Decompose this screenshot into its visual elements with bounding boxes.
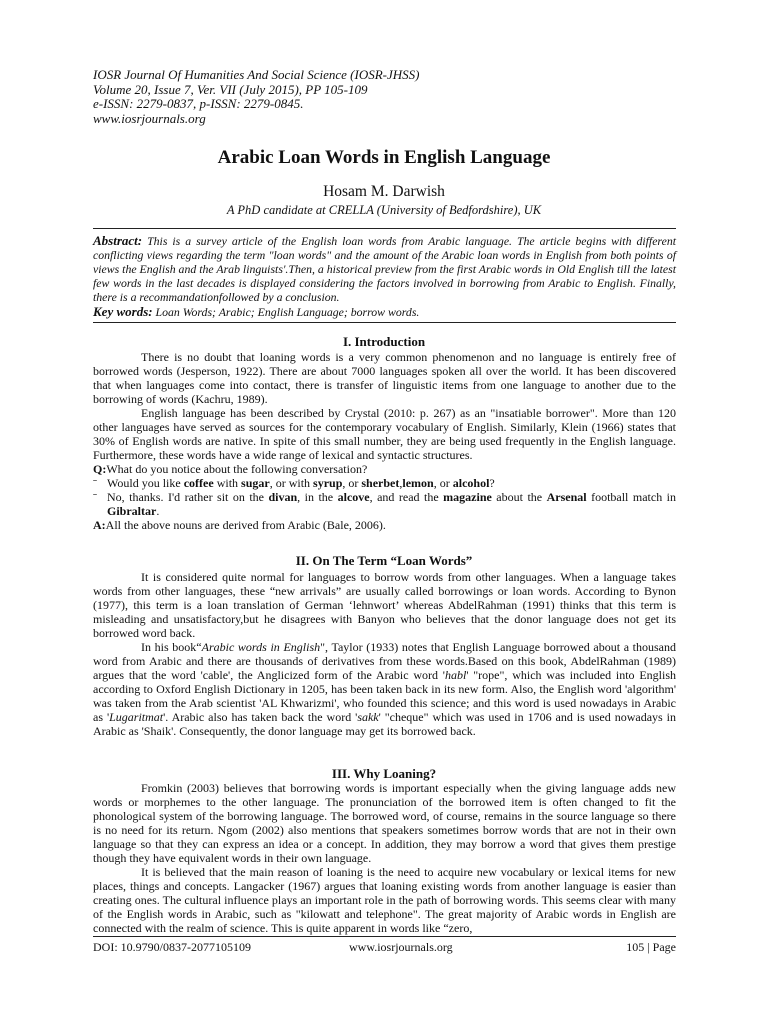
term-paragraph-1: It is considered quite normal for languages to borrow words from other languages. When a language takes words from other languages, these “new arrivals” are usually called borrowings or loan words. According to Bynon (1977), this term is a loan translation of German ‘lehnwort’ whereas AbdelRahman (1991) thinks that this term is misleading and unsatisfactory,but he disagrees with Banyon who believes that the donor language does not get its borrowed word back. [93,570,676,640]
intro-paragraph-2: English language has been described by Crystal (2010: p. 267) as an "insatiable borrower". More than 120 other languages have served as sources for the contemporary vocabulary of English. Similarly, Klein (1966) states that 30% of English words are native. In spite of this small number, they are being used frequently in the English language. Furthermore, these words have a wide range of lexical and syntactic structures. [93,406,676,462]
dialogue-text: , [399,476,403,490]
dash-marker: ˉ [93,476,97,490]
loan-word: Arsenal [546,490,587,504]
dialogue-text: . [156,504,160,518]
arabic-word: sakk [357,710,379,724]
journal-header [93,68,420,126]
dialogue-text: , or [433,476,453,490]
term-paragraph-2 [93,640,676,738]
loan-word: sugar [241,476,270,490]
journal-volume: Volume 20, Issue 7, Ver. VII (July 2015), PP 105-109 [93,81,368,97]
footer-page-number: 105 | Page [626,940,676,954]
dialogue-text: football match in [586,490,677,504]
author-affiliation: A PhD candidate at CRELLA (University of Bedfordshire), UK [226,203,542,217]
keywords-label: Key words: [93,304,153,319]
dialogue-text: , and read the [369,490,444,504]
paragraph-text: ", Taylor (1933) notes that English Language borrowed about a thousand word from Arabic and there are thousands of derivatives from these words.Based on this book, AbdelRahman (1989) argues that the word 'cable', the Anglicized form of the Arabic word ' [93,640,676,682]
answer-text: All the above nouns are derived from Arabic (Bale, 2006). [105,518,386,532]
loan-word: divan [268,490,298,504]
loan-word: alcove [337,490,370,504]
loan-word: coffee [183,476,214,490]
dialogue-text: , or [342,476,362,490]
dialogue-text: with [213,476,242,490]
dialogue-line-2 [93,490,676,518]
loan-word: sherbet [361,476,400,490]
paper-title: Arabic Loan Words in English Language [217,147,551,168]
paragraph-text: ' "rope", which was included into English according to Oxford English Dictionary in 1205, has been taken back in its new form. Also, the English word 'algorithm' was taken from the Arab scientist 'AL Khwarizmi', who founded this science; and this word is used nowadays in Arabic as ' [93,668,676,724]
top-divider [93,228,676,229]
arabic-word: habl [444,668,467,682]
section-heading-introduction: I. Introduction [342,334,426,349]
section-heading-why-loaning: III. Why Loaning? [331,766,437,781]
dash-marker: ˉ [93,490,97,504]
paragraph-text: '. Arabic also has taken back the word ' [163,710,358,724]
loan-word: alcohol [452,476,490,490]
keywords-text: Loan Words; Arabic; English Language; borrow words. [155,305,420,319]
loan-word: Gibraltar [107,504,157,518]
introduction-body [93,350,676,532]
journal-name: IOSR Journal Of Humanities And Social Science (IOSR-JHSS) [93,67,420,82]
loan-word: lemon [402,476,434,490]
loan-words-body [93,570,676,738]
paragraph-text: ' "cheque" which was used in 1706 and is used nowadays in Arabic as 'Shaik'. Consequently, the donor language may get its borrowed back. [93,710,676,738]
question-label: Q: [93,462,107,476]
journal-url[interactable]: www.iosrjournals.org [93,110,206,126]
footer-site[interactable]: www.iosrjournals.org [349,940,453,954]
loan-word: syrup [313,476,343,490]
paragraph-text: In his book“ [141,640,202,654]
loan-word: magazine [443,490,492,504]
abstract-divider [93,322,676,323]
author-name: Hosam M. Darwish [323,183,445,200]
why-paragraph-2: It is believed that the main reason of loaning is the need to acquire new vocabulary or lexical items for new places, things and concepts. Langacker (1967) argues that loaning existing words from another language is easier than creating ones. The cultural influence plays an important role in the path of borrowing words. This seems clear with many of the English words in Arabic, such as "kilowatt and telephone". The great majority of Arabic words in English are connected with the realm of science. This is quite apparent in words like “zero, [93,865,676,935]
why-loaning-body [93,781,676,935]
section-heading-loan-words: II. On The Term “Loan Words” [295,553,473,568]
abstract [93,234,676,304]
question-line [93,462,676,476]
dialogue-text: Would you like [107,476,184,490]
dialogue-text: about the [491,490,547,504]
footer-divider [93,936,676,937]
footer-doi[interactable]: DOI: 10.9790/0837-2077105109 [93,940,251,954]
abstract-text: This is a survey article of the English loan words from Arabic language. The article begins with different conflicting views regarding the term "loan words" and the amount of the Arabic loan words in English from both points of views the English and the Arab linguists'.Then, a historical preview from the first Arabic words in Old English till the latest few words in the last decades is displayed considering the factors involved in borrowing from Arabic to English. Finally, there is a recommandationfollowed by a conclusion. [93,234,676,304]
dialogue-text: , or with [269,476,314,490]
intro-paragraph-1: There is no doubt that loaning words is a very common phenomenon and no language is entirely free of borrowed words (Jesperson, 1922). There are about 7000 languages spoken all over the world. It has been discovered that when languages come into contact, there is transfer of linguistic items from one language to another due to the borrowing of words (Kachru, 1989). [93,350,676,406]
journal-issn: e-ISSN: 2279-0837, p-ISSN: 2279-0845. [93,96,304,111]
abstract-label: Abstract: [93,233,143,248]
why-paragraph-1: Fromkin (2003) believes that borrowing words is important especially when the giving language adds new words or morphemes to the other language. The pronunciation of the borrowed item is often changed to fit the phonological system of the borrowing language. The borrowed word, of course, remains in the source language so there is no need for its return. Ngom (2002) also mentions that speakers sometimes borrow words that are not in their own language so that they can express an idea or a concept. In addition, they may borrow a word that gives them prestige though they have equivalent words in their own language. [93,781,676,865]
answer-label: A: [93,518,106,532]
dialogue-text: , in the [297,490,338,504]
dialogue-text: No, thanks. I'd rather sit on the [107,490,269,504]
arabic-word: Lugaritmat [109,710,164,724]
answer-line [93,518,676,532]
dialogue-text: ? [489,476,495,490]
question-text: What do you notice about the following conversation? [106,462,368,476]
keywords [93,304,676,320]
dialogue-line-1 [93,476,676,490]
book-title: Arabic words in English [201,640,321,654]
